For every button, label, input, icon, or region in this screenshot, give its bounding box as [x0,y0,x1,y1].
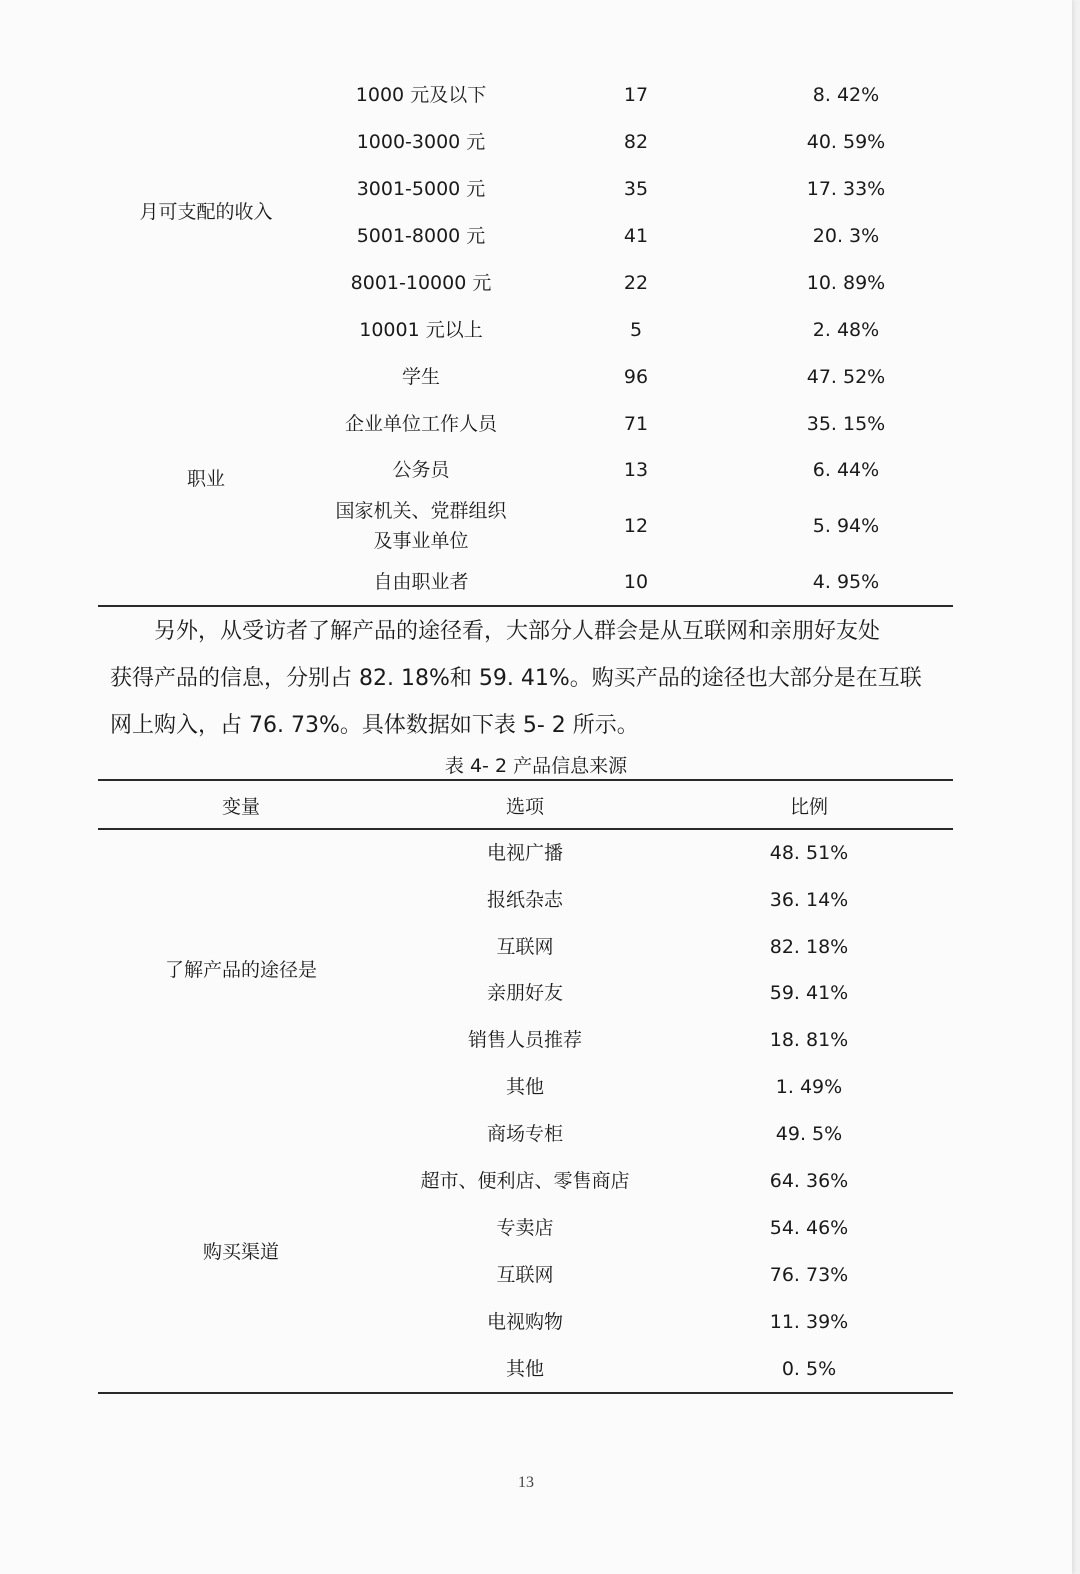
count-cell: 17 [623,84,649,106]
header-option: 选项 [505,796,545,818]
percent-cell: 10. 89% [806,272,886,294]
ratio-cell: 48. 51% [769,842,849,864]
percent-cell: 47. 52% [806,366,886,388]
ratio-cell: 1. 49% [775,1076,843,1098]
group-label-occupation: 职业 [186,468,226,490]
ratio-cell: 36. 14% [769,889,849,911]
option-cell: 学生 [401,366,441,388]
option-cell: 公务员 [392,459,450,481]
count-cell: 41 [623,225,649,247]
table-caption: 表 4- 2 产品信息来源 [444,755,628,777]
option-cell: 其他 [505,1358,545,1380]
option-cell: 自由职业者 [373,571,469,593]
page-number: 13 [518,1474,534,1491]
ratio-cell: 59. 41% [769,982,849,1004]
ratio-cell: 76. 73% [769,1264,849,1286]
option-cell: 电视购物 [486,1311,564,1333]
option-cell: 1000-3000 元 [356,131,486,153]
ratio-cell: 0. 5% [781,1358,837,1380]
ratio-cell: 54. 46% [769,1217,849,1239]
option-cell: 商场专柜 [486,1123,564,1145]
option-cell: 电视广播 [486,842,564,864]
ratio-cell: 64. 36% [769,1170,849,1192]
option-cell: 8001-10000 元 [350,272,492,294]
option-cell: 其他 [505,1076,545,1098]
option-cell: 国家机关、党群组织 [335,500,507,522]
paragraph-line: 网上购入，占 76. 73%。具体数据如下表 5- 2 所示。 [110,713,639,738]
count-cell: 5 [629,319,643,341]
percent-cell: 20. 3% [812,225,880,247]
option-cell: 亲朋好友 [486,982,564,1004]
paragraph-line: 获得产品的信息，分别占 82. 18%和 59. 41%。购买产品的途径也大部分是在互联 [110,666,922,691]
count-cell: 82 [623,131,649,153]
group-label-awareness: 了解产品的途径是 [164,959,318,981]
count-cell: 96 [623,366,649,388]
option-cell: 互联网 [496,936,554,958]
header-ratio: 比例 [789,796,829,818]
percent-cell: 35. 15% [806,413,886,435]
count-cell: 10 [623,571,649,593]
percent-cell: 40. 59% [806,131,886,153]
count-cell: 13 [623,459,649,481]
option-cell: 超市、便利店、零售商店 [420,1170,630,1192]
percent-cell: 8. 42% [812,84,880,106]
percent-cell: 5. 94% [812,515,880,537]
percent-cell: 2. 48% [812,319,880,341]
percent-cell: 6. 44% [812,459,880,481]
ratio-cell: 11. 39% [769,1311,849,1333]
count-cell: 71 [623,413,649,435]
group-label-purchase-channel: 购买渠道 [202,1241,280,1263]
table-top-rule [98,779,953,781]
paragraph-line: 另外，从受访者了解产品的途径看，大部分人群会是从互联网和亲朋好友处 [154,619,881,644]
option-cell: 10001 元以上 [359,319,483,341]
ratio-cell: 82. 18% [769,936,849,958]
group-label-monthly-income: 月可支配的收入 [139,201,273,223]
option-cell: 专卖店 [496,1217,554,1239]
option-cell: 销售人员推荐 [467,1029,583,1051]
option-cell: 3001-5000 元 [356,178,486,200]
option-cell: 互联网 [496,1264,554,1286]
table-bottom-rule [98,605,953,607]
ratio-cell: 49. 5% [775,1123,843,1145]
table-header-rule [98,828,953,830]
option-cell-line2: 及事业单位 [373,530,469,552]
percent-cell: 4. 95% [812,571,880,593]
option-cell: 1000 元及以下 [355,84,487,106]
option-cell: 企业单位工作人员 [344,413,498,435]
option-cell: 5001-8000 元 [356,225,486,247]
ratio-cell: 18. 81% [769,1029,849,1051]
header-variable: 变量 [221,796,261,818]
count-cell: 12 [623,515,649,537]
percent-cell: 17. 33% [806,178,886,200]
count-cell: 22 [623,272,649,294]
count-cell: 35 [623,178,649,200]
table-bottom-rule [98,1392,953,1394]
option-cell: 报纸杂志 [486,889,564,911]
